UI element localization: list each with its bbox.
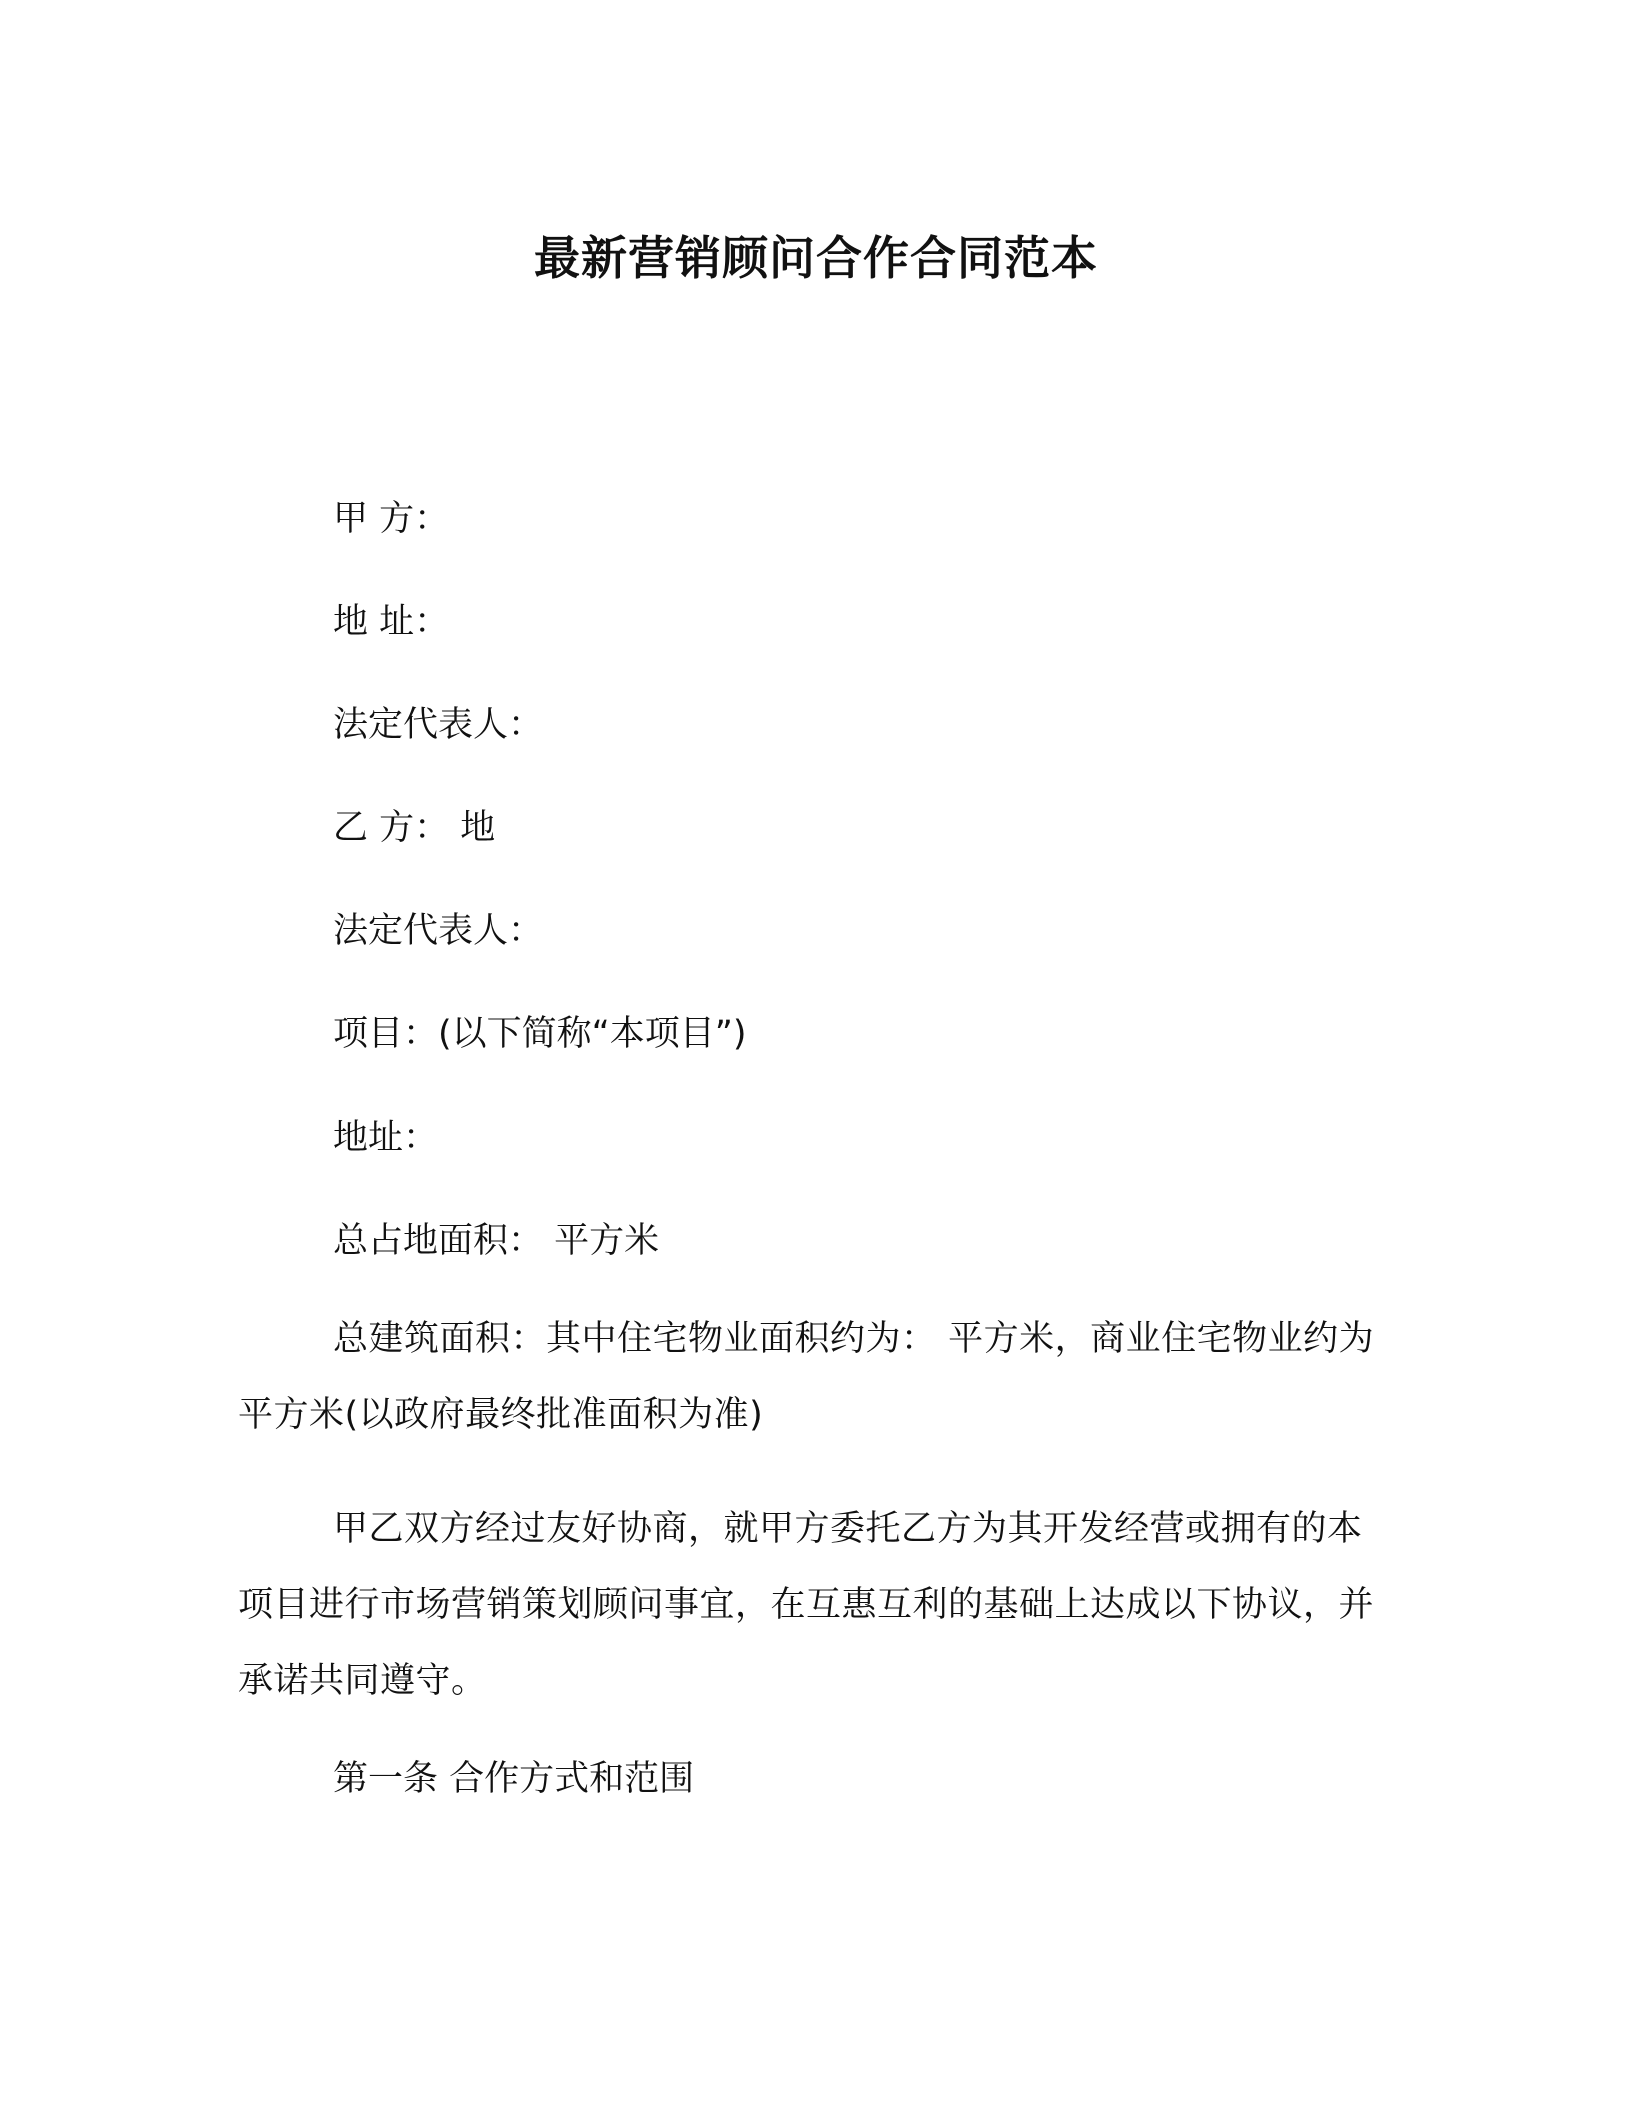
party-b-label: 乙 方： 地 <box>333 808 496 848</box>
total-land-area-label: 总占地面积： 平方米 <box>333 1221 660 1261</box>
legal-representative-label-2: 法定代表人： <box>333 911 544 951</box>
document-title: 最新营销顾问合作合同范本 <box>534 231 1098 285</box>
article-1-heading: 第一条 合作方式和范围 <box>333 1759 695 1799</box>
address-label-1: 地 址： <box>333 602 450 642</box>
address-label-2: 地址： <box>333 1118 439 1158</box>
legal-representative-label-1: 法定代表人： <box>333 705 544 745</box>
building-area-paragraph: 总建筑面积：其中住宅物业面积约为： 平方米，商业住宅物业约为 平方米(以政府最终批准面积为准) <box>238 1319 1375 1435</box>
project-label: 项目：(以下简称“本项目”) <box>333 1014 747 1054</box>
agreement-intro-paragraph: 甲乙双方经过友好协商，就甲方委托乙方为其开发经营或拥有的本项目进行市场营销策划顾问事宜，在互惠互利的基础上达成以下协议，并承诺共同遵守。 <box>238 1509 1375 1701</box>
party-a-label: 甲 方： <box>333 499 450 539</box>
